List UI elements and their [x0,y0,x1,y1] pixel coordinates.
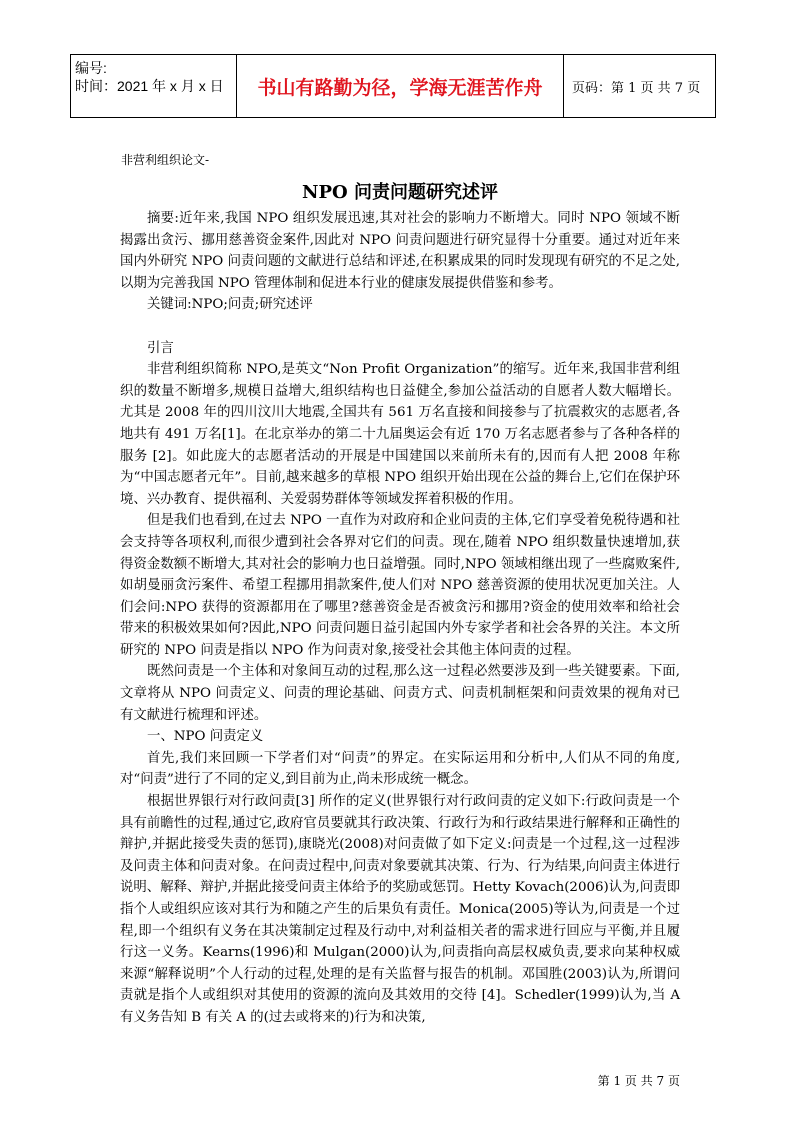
document-header-box [70,54,716,118]
body-paragraph: 但是我们也看到,在过去 NPO 一直作为对政府和企业问责的主体,它们享受着免税待遇和社会支持等各项权利,而很少遭到社会各界对它们的问责。现在,随着 NPO 组织数量快速增加,获得资金数额不断增大,其对社会的影响力也日益增强。同时,NPO 领域相继出现了一些腐败案件,如胡曼丽贪污案件、希望工程挪用捐款案件,使人们对 NPO 慈善资源的使用状况更加关注。人们会问:NPO 获得的资源都用在了哪里?慈善资金是否被贪污和挪用?资金的使用效率和给社会带来的积极效果如何?因此,NPO 问责问题日益引起国内外专家学者和社会各界的关注。本文所研究的 NPO 问责是指以 NPO 作为问责对象,接受社会其他主体问责的过程。 [120,513,681,658]
body-paragraph: 非营利组织简称 NPO,是英文“Non Profit Organization”的缩写。近年来,我国非营利组织的数量不断增多,规模日益增大,组织结构也日益健全,参加公益活动的自愿者人数大幅增长。尤其是 2008 年的四川汶川大地震,全国共有 561 万名直接和间接参与了抗震救灾的志愿者,各地共有 491 万名[1]。在北京举办的第二十九届奥运会有近 170 万名志愿者参与了各种各样的服务 [2]。如此庞大的志愿者活动的开展是中国建国以来前所未有的,因而有人把 2008 年称为“中国志愿者元年”。目前,越来越多的草根 NPO 组织开始出现在公益的舞台上,它们在保护环境、兴办教育、提供福利、关爱弱势群体等领域发挥着积极的作用。 [120,362,680,507]
abstract-paragraph: 摘要:近年来,我国 NPO 组织发展迅速,其对社会的影响力不断增大。同时 NPO 领域不断揭露出贪污、挪用慈善资金案件,因此对 NPO 问责问题进行研究显得十分重要。通过对近年来国内外研究 NPO 问责问题的文献进行总结和评述,在积累成果的同时发现现有研究的不足之处,以期为完善我国 NPO 管理体制和促进本行业的健康发展提供借鉴和参考。 [120,211,680,291]
section-heading-definition: 一、NPO 问责定义 [147,729,264,745]
header-time-label: 时间：2021 年 x 月 x 日 [75,78,224,94]
header-number-label: 编号: [75,60,107,76]
keywords-paragraph: 关键词:NPO;问责;研究述评 [147,297,313,313]
document-body [120,208,680,1029]
document-tag: 非营利组织论文- [121,153,210,167]
header-meta [71,55,237,117]
header-motto: 书山有路勤为径，学海无涯苦作舟 [237,55,564,117]
body-paragraph: 既然问责是一个主体和对象间互动的过程,那么这一过程必然要涉及到一些关键要素。下面,文章将从 NPO 问责定义、问责的理论基础、问责方式、问责机制框架和问责效果的视角对已有文献进行梳理和评述。 [120,664,680,723]
section-heading-intro: 引言 [147,340,174,356]
body-paragraph: 首先,我们来回顾一下学者们对“问责”的界定。在实际运用和分析中,人们从不同的角度,对“问责”进行了不同的定义,到目前为止,尚未形成统一概念。 [120,750,680,788]
header-page-label: 页码：第 1 页 共 7 页 [572,80,701,96]
body-paragraph: 根据世界银行对行政问责[3] 所作的定义(世界银行对行政问责的定义如下:行政问责是一个具有前瞻性的过程,通过它,政府官员要就其行政决策、行政行为和行政结果进行解释和正确性的辩护,并据此接受失责的惩罚),康晓光(2008)对问责做了如下定义:问责是一个过程,这一过程涉及问责主体和问责对象。在问责过程中,问责对象要就其决策、行为、行为结果,向问责主体进行说明、解释、辩护,并据此接受问责主体给予的奖励或惩罚。Hetty Kovach(2006)认为,问责即指个人或组织应该对其行为和随之产生的后果负有责任。Monica(2005)等认为,问责是一个过程,即一个组织有义务在其决策制定过程及行动中,对利益相关者的需求进行回应与平衡,并且履行这一义务。Kearns(1996)和 Mulgan(2000)认为,问责指向高层权威负责,要求向某种权威来源“解释说明”个人行动的过程,处理的是有关监督与报告的机制。邓国胜(2003)认为,所谓问责就是指个人或组织对其使用的资源的流向及其效用的交待 [4]。Schedler(1999)认为,当 A 有义务告知 B 有关 A 的(过去或将来的)行为和决策, [120,794,680,1025]
document-title: NPO 问责问题研究述评 [302,182,498,203]
page-footer: 第 1 页 共 7 页 [597,1074,680,1088]
